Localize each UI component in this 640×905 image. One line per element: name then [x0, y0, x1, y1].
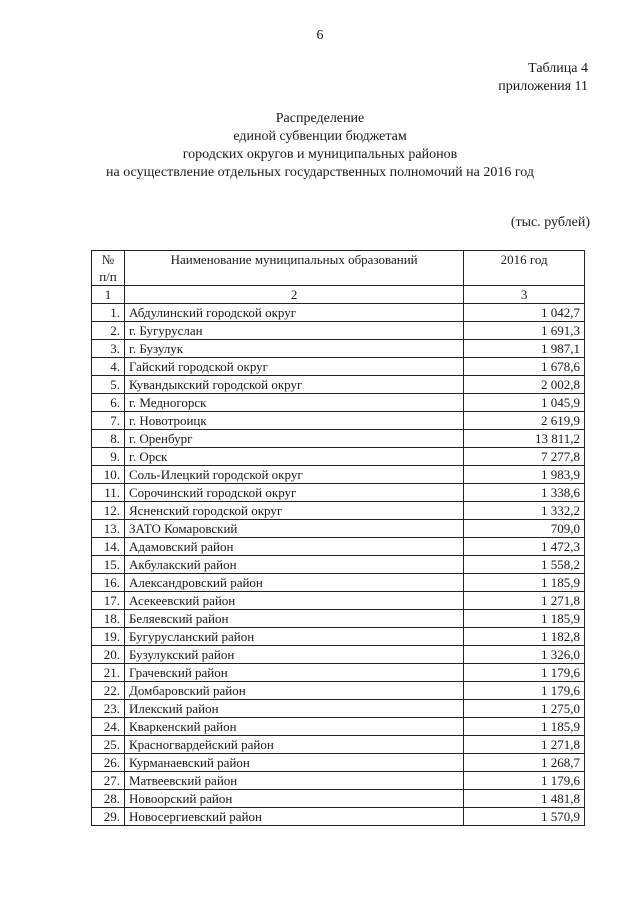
row-number: 8. — [92, 430, 125, 448]
table-row — [92, 736, 585, 754]
table-ref-line1: Таблица 4 — [528, 61, 588, 76]
row-value: 2 619,9 — [464, 412, 585, 430]
row-number: 5. — [92, 376, 125, 394]
row-number: 26. — [92, 754, 125, 772]
row-value: 1 045,9 — [464, 394, 585, 412]
row-name: г. Бузулук — [124, 340, 463, 358]
row-value: 1 271,8 — [464, 592, 585, 610]
row-name: Бугурусланский район — [124, 628, 463, 646]
table-row — [92, 790, 585, 808]
row-name: г. Медногорск — [124, 394, 463, 412]
header-name: Наименование муниципальных образований — [124, 251, 463, 286]
table-row — [92, 808, 585, 826]
row-value: 1 326,0 — [464, 646, 585, 664]
title-line2: единой субвенции бюджетам — [233, 129, 407, 144]
table-row — [92, 628, 585, 646]
table-header-row — [92, 251, 585, 286]
row-value: 709,0 — [464, 520, 585, 538]
row-name: г. Новотроицк — [124, 412, 463, 430]
row-name: Беляевский район — [124, 610, 463, 628]
row-number: 12. — [92, 502, 125, 520]
table-row — [92, 682, 585, 700]
table-row — [92, 772, 585, 790]
row-value: 13 811,2 — [464, 430, 585, 448]
row-value: 1 179,6 — [464, 664, 585, 682]
row-name: г. Бугуруслан — [124, 322, 463, 340]
row-name: Курманаевский район — [124, 754, 463, 772]
row-number: 19. — [92, 628, 125, 646]
row-number: 2. — [92, 322, 125, 340]
row-value: 1 481,8 — [464, 790, 585, 808]
row-value: 7 277,8 — [464, 448, 585, 466]
row-name: Соль-Илецкий городской округ — [124, 466, 463, 484]
row-number: 22. — [92, 682, 125, 700]
table-row — [92, 592, 585, 610]
row-name: Грачевский район — [124, 664, 463, 682]
table-row — [92, 412, 585, 430]
table-row — [92, 520, 585, 538]
row-value: 1 179,6 — [464, 682, 585, 700]
row-number: 23. — [92, 700, 125, 718]
row-number: 21. — [92, 664, 125, 682]
row-name: Абдулинский городской округ — [124, 304, 463, 322]
header-number-line2: п/п — [99, 269, 117, 284]
row-name: Асекеевский район — [124, 592, 463, 610]
table-row — [92, 610, 585, 628]
row-name: Бузулукский район — [124, 646, 463, 664]
row-name: Сорочинский городской округ — [124, 484, 463, 502]
row-number: 28. — [92, 790, 125, 808]
row-value: 2 002,8 — [464, 376, 585, 394]
table-row — [92, 430, 585, 448]
table-reference — [498, 60, 588, 96]
header-year: 2016 год — [464, 251, 585, 286]
row-name: г. Орск — [124, 448, 463, 466]
row-name: Адамовский район — [124, 538, 463, 556]
table-row — [92, 646, 585, 664]
title-line4: на осуществление отдельных государственных полномочий на 2016 год — [106, 165, 534, 180]
row-name: Кваркенский район — [124, 718, 463, 736]
row-number: 15. — [92, 556, 125, 574]
table-row — [92, 322, 585, 340]
table-row — [92, 538, 585, 556]
row-number: 11. — [92, 484, 125, 502]
header-number-line1: № — [101, 252, 115, 267]
row-number: 25. — [92, 736, 125, 754]
row-name: Акбулакский район — [124, 556, 463, 574]
table-row — [92, 664, 585, 682]
row-number: 9. — [92, 448, 125, 466]
row-name: Домбаровский район — [124, 682, 463, 700]
table-body — [92, 304, 585, 826]
title-line1: Распределение — [275, 111, 365, 126]
row-name: Гайский городской округ — [124, 358, 463, 376]
table-row — [92, 502, 585, 520]
row-number: 29. — [92, 808, 125, 826]
document-title — [0, 110, 640, 182]
table-row — [92, 304, 585, 322]
row-value: 1 678,6 — [464, 358, 585, 376]
row-number: 6. — [92, 394, 125, 412]
row-number: 17. — [92, 592, 125, 610]
title-line3: городских округов и муниципальных районов — [182, 147, 458, 162]
row-value: 1 275,0 — [464, 700, 585, 718]
table-row — [92, 556, 585, 574]
row-value: 1 983,9 — [464, 466, 585, 484]
column-index-1: 1 — [92, 286, 125, 304]
row-value: 1 570,9 — [464, 808, 585, 826]
row-value: 1 042,7 — [464, 304, 585, 322]
row-value: 1 185,9 — [464, 574, 585, 592]
column-index-2: 2 — [124, 286, 463, 304]
row-name: Кувандыкский городской округ — [124, 376, 463, 394]
table-row — [92, 394, 585, 412]
table-row — [92, 754, 585, 772]
row-name: Илекский район — [124, 700, 463, 718]
row-number: 16. — [92, 574, 125, 592]
row-number: 7. — [92, 412, 125, 430]
row-value: 1 271,8 — [464, 736, 585, 754]
row-number: 1. — [92, 304, 125, 322]
row-name: ЗАТО Комаровский — [124, 520, 463, 538]
row-number: 13. — [92, 520, 125, 538]
table-ref-line2: приложения 11 — [498, 79, 588, 94]
row-name: Матвеевский район — [124, 772, 463, 790]
column-index-3: 3 — [464, 286, 585, 304]
row-value: 1 558,2 — [464, 556, 585, 574]
table-row — [92, 376, 585, 394]
unit-label: (тыс. рублей) — [510, 215, 590, 230]
table-row — [92, 718, 585, 736]
row-value: 1 987,1 — [464, 340, 585, 358]
table-row — [92, 484, 585, 502]
row-number: 10. — [92, 466, 125, 484]
row-value: 1 268,7 — [464, 754, 585, 772]
page-number: 6 — [316, 28, 324, 43]
row-name: Новоорский район — [124, 790, 463, 808]
row-number: 14. — [92, 538, 125, 556]
row-number: 20. — [92, 646, 125, 664]
row-number: 3. — [92, 340, 125, 358]
row-value: 1 338,6 — [464, 484, 585, 502]
table-row — [92, 358, 585, 376]
row-value: 1 472,3 — [464, 538, 585, 556]
row-name: Александровский район — [124, 574, 463, 592]
row-name: Красногвардейский район — [124, 736, 463, 754]
row-name: Новосергиевский район — [124, 808, 463, 826]
distribution-table — [91, 250, 585, 826]
table-row — [92, 574, 585, 592]
row-value: 1 182,8 — [464, 628, 585, 646]
table-row — [92, 340, 585, 358]
row-value: 1 185,9 — [464, 610, 585, 628]
header-number — [92, 251, 125, 286]
row-value: 1 332,2 — [464, 502, 585, 520]
table-row — [92, 448, 585, 466]
table-row — [92, 466, 585, 484]
row-number: 24. — [92, 718, 125, 736]
row-number: 18. — [92, 610, 125, 628]
row-number: 27. — [92, 772, 125, 790]
row-value: 1 179,6 — [464, 772, 585, 790]
row-value: 1 185,9 — [464, 718, 585, 736]
row-name: Ясненский городской округ — [124, 502, 463, 520]
table-row — [92, 700, 585, 718]
row-value: 1 691,3 — [464, 322, 585, 340]
row-number: 4. — [92, 358, 125, 376]
column-index-row — [92, 286, 585, 304]
row-name: г. Оренбург — [124, 430, 463, 448]
